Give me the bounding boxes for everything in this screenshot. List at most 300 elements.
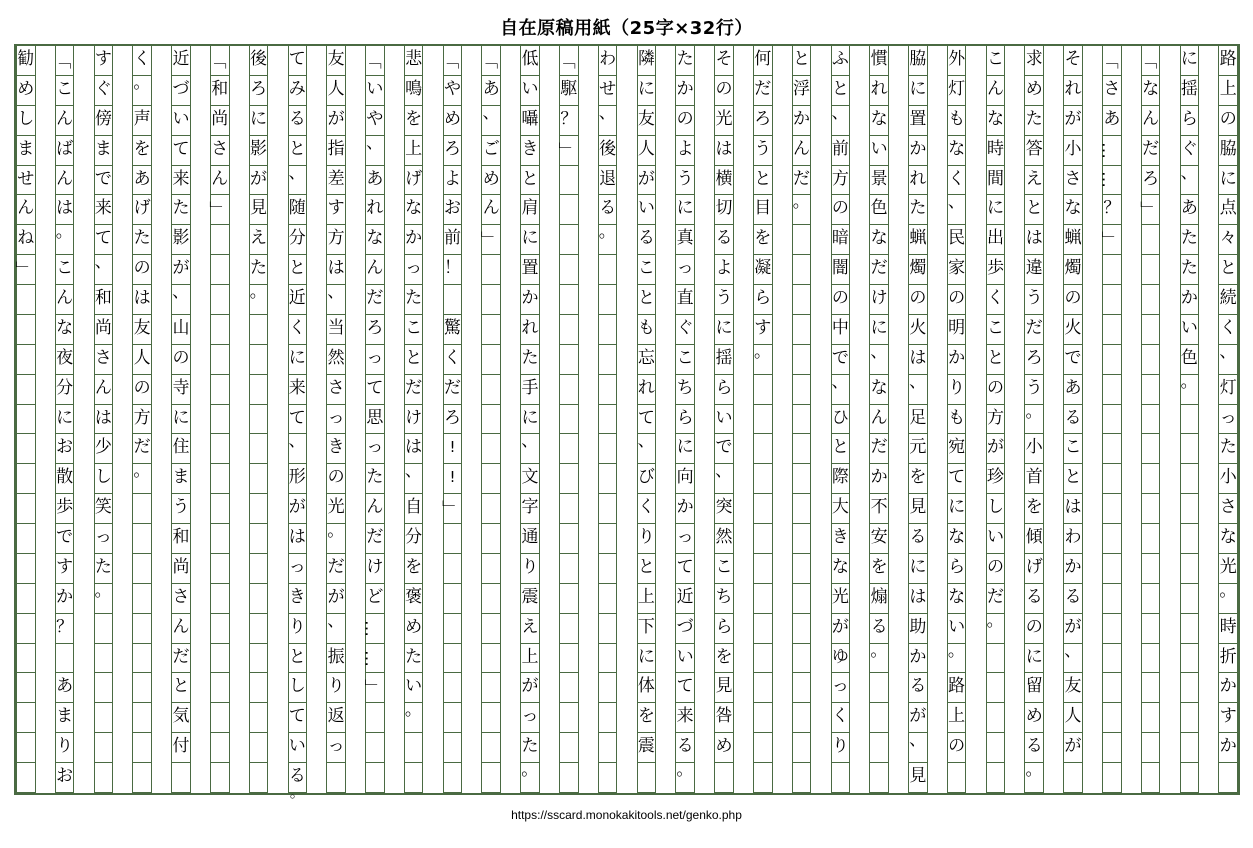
manuscript-cell: 前 [832, 136, 850, 166]
manuscript-cell [793, 524, 811, 554]
manuscript-cell: と [832, 434, 850, 464]
manuscript-cell [211, 434, 229, 464]
manuscript-cell: も [948, 405, 966, 435]
manuscript-cell [599, 644, 617, 674]
manuscript-cell: れ [638, 375, 656, 405]
manuscript-cell: げ [1025, 554, 1043, 584]
manuscript-cell: に [638, 76, 656, 106]
manuscript-cell: 忘 [638, 345, 656, 375]
manuscript-cell: 。 [95, 584, 113, 614]
manuscript-cell: が [987, 434, 1005, 464]
manuscript-cell: か [1064, 554, 1082, 584]
manuscript-cell [1103, 584, 1121, 614]
manuscript-cell [482, 703, 500, 733]
manuscript-cell [95, 614, 113, 644]
manuscript-cell: 安 [870, 524, 888, 554]
manuscript-cell: が [289, 494, 307, 524]
page-title: 自在原稿用紙（25字×32行） [500, 18, 753, 39]
manuscript-cell: に [676, 195, 694, 225]
manuscript-cell [1181, 614, 1199, 644]
manuscript-cell [1103, 763, 1121, 793]
manuscript-cell: だ [172, 644, 190, 674]
manuscript-cell: 人 [1064, 703, 1082, 733]
manuscript-cell: り [327, 673, 345, 703]
manuscript-cell: 大 [832, 494, 850, 524]
manuscript-cell: 自 [405, 494, 423, 524]
manuscript-cell [482, 644, 500, 674]
manuscript-cell: が [172, 255, 190, 285]
manuscript-cell: す [1219, 703, 1237, 733]
manuscript-cell: さ [211, 136, 229, 166]
manuscript-cell: が [521, 673, 539, 703]
manuscript-line [831, 46, 851, 793]
manuscript-cell: し [95, 464, 113, 494]
manuscript-cell: や [444, 76, 462, 106]
manuscript-cell [793, 285, 811, 315]
manuscript-cell: の [676, 106, 694, 136]
manuscript-cell: だ [133, 434, 151, 464]
manuscript-cell: た [1219, 434, 1237, 464]
manuscript-cell [1142, 225, 1160, 255]
manuscript-cell [17, 405, 35, 435]
manuscript-cell: 。 [250, 285, 268, 315]
manuscript-cell [1142, 405, 1160, 435]
manuscript-cell: と [405, 345, 423, 375]
manuscript-cell: 。 [676, 763, 694, 793]
manuscript-cell [793, 703, 811, 733]
manuscript-cell: 見 [909, 763, 927, 793]
manuscript-cell [754, 524, 772, 554]
manuscript-cell: 灯 [1219, 375, 1237, 405]
manuscript-cell: た [1181, 225, 1199, 255]
manuscript-cell: 燭 [909, 255, 927, 285]
manuscript-cell: た [676, 46, 694, 76]
manuscript-cell: め [405, 614, 423, 644]
manuscript-cell [1103, 375, 1121, 405]
manuscript-cell: 上 [638, 584, 656, 614]
manuscript-cell: の [327, 464, 345, 494]
manuscript-cell [250, 673, 268, 703]
manuscript-cell [1103, 644, 1121, 674]
manuscript-cell: れ [870, 76, 888, 106]
manuscript-cell: く [444, 345, 462, 375]
manuscript-cell [987, 733, 1005, 763]
manuscript-cell: 手 [521, 375, 539, 405]
manuscript-cell: る [1064, 584, 1082, 614]
manuscript-cell: に [1181, 46, 1199, 76]
manuscript-cell: ら [1181, 106, 1199, 136]
manuscript-cell [1142, 345, 1160, 375]
manuscript-cell [17, 644, 35, 674]
manuscript-cell: が [1064, 614, 1082, 644]
manuscript-cell: め [17, 76, 35, 106]
manuscript-cell [17, 703, 35, 733]
manuscript-cell: て [366, 375, 384, 405]
manuscript-cell [1142, 644, 1160, 674]
manuscript-cell: 方 [987, 405, 1005, 435]
manuscript-cell: 色 [1181, 345, 1199, 375]
manuscript-cell: 分 [56, 375, 74, 405]
manuscript-cell: ま [17, 136, 35, 166]
manuscript-cell: 点 [1219, 195, 1237, 225]
manuscript-cell [1181, 554, 1199, 584]
manuscript-cell: と [832, 76, 850, 106]
manuscript-cell: 、 [909, 733, 927, 763]
manuscript-cell [987, 644, 1005, 674]
manuscript-cell: ! [444, 434, 462, 464]
manuscript-cell: 方 [832, 166, 850, 196]
manuscript-cell [17, 434, 35, 464]
manuscript-cell: を [909, 464, 927, 494]
manuscript-cell [754, 405, 772, 435]
manuscript-cell: 通 [521, 524, 539, 554]
manuscript-cell: の [1064, 285, 1082, 315]
manuscript-cell: り [56, 733, 74, 763]
manuscript-cell: と [521, 166, 539, 196]
manuscript-cell [1142, 494, 1160, 524]
manuscript-cell: 「 [211, 46, 229, 76]
manuscript-cell: で [56, 524, 74, 554]
manuscript-cell: 答 [1025, 136, 1043, 166]
manuscript-cell: あ [56, 673, 74, 703]
manuscript-cell: に [676, 434, 694, 464]
manuscript-cell: め [1025, 703, 1043, 733]
manuscript-cell: 尚 [95, 315, 113, 345]
manuscript-cell: て [948, 464, 966, 494]
manuscript-cell [133, 554, 151, 584]
manuscript-cell [133, 644, 151, 674]
manuscript-cell: の [172, 345, 190, 375]
manuscript-cell: 来 [172, 166, 190, 196]
manuscript-cell [793, 345, 811, 375]
manuscript-cell: る [1064, 405, 1082, 435]
manuscript-cell: ん [870, 405, 888, 435]
manuscript-cell: 際 [832, 464, 850, 494]
manuscript-cell: て [638, 405, 656, 435]
manuscript-cell: ろ [444, 405, 462, 435]
manuscript-cell [405, 763, 423, 793]
manuscript-cell [444, 733, 462, 763]
manuscript-cell [754, 673, 772, 703]
manuscript-cell: 「 [366, 46, 384, 76]
manuscript-cell: ら [676, 405, 694, 435]
manuscript-cell: っ [405, 255, 423, 285]
manuscript-cell: っ [521, 703, 539, 733]
manuscript-cell [133, 584, 151, 614]
manuscript-cell: に [289, 345, 307, 375]
manuscript-cell [560, 405, 578, 435]
manuscript-cell: と [1025, 195, 1043, 225]
manuscript-cell: の [715, 76, 733, 106]
manuscript-cell: だ [405, 375, 423, 405]
manuscript-cell [482, 375, 500, 405]
manuscript-cell [1142, 285, 1160, 315]
manuscript-cell: あ [1064, 375, 1082, 405]
manuscript-cell: 囁 [521, 106, 539, 136]
manuscript-cell: た [133, 225, 151, 255]
manuscript-cell: 向 [676, 464, 694, 494]
manuscript-cell: は [327, 255, 345, 285]
manuscript-cell: し [987, 494, 1005, 524]
manuscript-cell [599, 315, 617, 345]
manuscript-cell: わ [599, 46, 617, 76]
manuscript-cell: た [521, 345, 539, 375]
manuscript-cell: を [405, 554, 423, 584]
manuscript-cell: に [715, 315, 733, 345]
manuscript-cell: く [987, 285, 1005, 315]
manuscript-cell: ん [56, 166, 74, 196]
manuscript-cell: ろ [250, 76, 268, 106]
manuscript-cell [172, 763, 190, 793]
manuscript-cell: ら [948, 554, 966, 584]
manuscript-cell: 、 [289, 434, 307, 464]
manuscript-cell [599, 405, 617, 435]
manuscript-cell: ろ [444, 136, 462, 166]
manuscript-line [360, 46, 385, 793]
manuscript-cell: 浮 [793, 76, 811, 106]
manuscript-cell: ね [17, 225, 35, 255]
manuscript-line [520, 46, 540, 793]
manuscript-cell: 置 [909, 106, 927, 136]
manuscript-cell [560, 166, 578, 196]
manuscript-cell: と [793, 46, 811, 76]
manuscript-cell: ふ [832, 46, 850, 76]
manuscript-cell: 上 [1219, 76, 1237, 106]
manuscript-cell: 路 [948, 673, 966, 703]
manuscript-cell: … [1103, 136, 1121, 166]
manuscript-cell [715, 763, 733, 793]
manuscript-cell: か [405, 225, 423, 255]
manuscript-cell: 、 [172, 285, 190, 315]
manuscript-cell: 分 [405, 524, 423, 554]
manuscript-cell: さ [1103, 76, 1121, 106]
manuscript-cell [793, 554, 811, 584]
manuscript-cell: い [172, 106, 190, 136]
manuscript-cell: 、 [521, 434, 539, 464]
manuscript-cell [1142, 464, 1160, 494]
manuscript-cell [599, 733, 617, 763]
manuscript-cell [95, 733, 113, 763]
manuscript-line [792, 46, 812, 793]
manuscript-cell: 勧 [17, 46, 35, 76]
manuscript-cell: 、 [289, 166, 307, 196]
manuscript-cell: の [832, 285, 850, 315]
manuscript-cell: な [870, 375, 888, 405]
manuscript-cell: が [909, 703, 927, 733]
manuscript-cell [638, 763, 656, 793]
manuscript-cell: 直 [676, 285, 694, 315]
manuscript-cell: ん [172, 614, 190, 644]
manuscript-cell: 闇 [832, 255, 850, 285]
manuscript-cell: い [1181, 315, 1199, 345]
manuscript-cell [211, 584, 229, 614]
manuscript-cell: こ [676, 345, 694, 375]
manuscript-cell: な [366, 225, 384, 255]
manuscript-cell: 字 [521, 494, 539, 524]
manuscript-cell [1103, 703, 1121, 733]
manuscript-cell [754, 494, 772, 524]
manuscript-cell [870, 733, 888, 763]
manuscript-cell: 何 [754, 46, 772, 76]
manuscript-cell: 横 [715, 166, 733, 196]
manuscript-cell [17, 614, 35, 644]
manuscript-cell [793, 644, 811, 674]
manuscript-line [1136, 46, 1161, 793]
manuscript-line [554, 46, 579, 793]
manuscript-cell: 首 [1025, 464, 1043, 494]
manuscript-cell [250, 733, 268, 763]
manuscript-cell [793, 584, 811, 614]
manuscript-cell: か [909, 644, 927, 674]
manuscript-cell: ば [56, 136, 74, 166]
manuscript-cell: 。 [870, 644, 888, 674]
manuscript-cell: 「 [482, 46, 500, 76]
manuscript-cell [1103, 464, 1121, 494]
manuscript-cell: 形 [289, 464, 307, 494]
manuscript-cell: と [289, 255, 307, 285]
manuscript-cell: っ [366, 434, 384, 464]
manuscript-cell: い [405, 673, 423, 703]
manuscript-cell [444, 584, 462, 614]
manuscript-cell: た [366, 464, 384, 494]
manuscript-cell [754, 464, 772, 494]
manuscript-line [438, 46, 463, 793]
manuscript-cell: れ [909, 166, 927, 196]
manuscript-cell [444, 703, 462, 733]
manuscript-cell: み [289, 76, 307, 106]
manuscript-cell: く [832, 703, 850, 733]
manuscript-cell [211, 763, 229, 793]
manuscript-cell [482, 285, 500, 315]
manuscript-cell: 随 [289, 195, 307, 225]
manuscript-cell: る [870, 614, 888, 644]
manuscript-cell [133, 614, 151, 644]
manuscript-cell: 後 [250, 46, 268, 76]
manuscript-cell: 散 [56, 464, 74, 494]
manuscript-cell [482, 733, 500, 763]
manuscript-cell: う [715, 285, 733, 315]
manuscript-cell [211, 524, 229, 554]
manuscript-cell [560, 285, 578, 315]
manuscript-cell: ま [172, 464, 190, 494]
manuscript-cell: 火 [909, 315, 927, 345]
manuscript-line [986, 46, 1006, 793]
manuscript-cell: い [289, 733, 307, 763]
manuscript-cell [1103, 733, 1121, 763]
manuscript-cell: 、 [95, 255, 113, 285]
manuscript-cell [987, 763, 1005, 793]
manuscript-cell: わ [1064, 524, 1082, 554]
manuscript-cell: い [638, 195, 656, 225]
manuscript-cell: の [1219, 106, 1237, 136]
manuscript-cell: 揺 [715, 345, 733, 375]
manuscript-cell [211, 494, 229, 524]
manuscript-cell [1103, 285, 1121, 315]
manuscript-cell: う [1025, 375, 1043, 405]
manuscript-cell: 光 [832, 584, 850, 614]
manuscript-cell: 、 [1219, 345, 1237, 375]
manuscript-cell: か [521, 285, 539, 315]
manuscript-cell [599, 584, 617, 614]
manuscript-cell: し [17, 106, 35, 136]
manuscript-cell [870, 673, 888, 703]
manuscript-cell: こ [405, 315, 423, 345]
manuscript-cell: 時 [1219, 614, 1237, 644]
manuscript-cell: と [638, 554, 656, 584]
manuscript-cell: 「 [560, 46, 578, 76]
manuscript-cell [444, 644, 462, 674]
manuscript-cell: 上 [948, 703, 966, 733]
manuscript-line [205, 46, 230, 793]
manuscript-line [908, 46, 928, 793]
manuscript-line [477, 46, 501, 793]
manuscript-cell: た [1025, 106, 1043, 136]
manuscript-cell: 体 [638, 673, 656, 703]
manuscript-cell [793, 405, 811, 435]
manuscript-cell: 肩 [521, 195, 539, 225]
manuscript-cell: っ [1219, 405, 1237, 435]
manuscript-cell [17, 285, 35, 315]
manuscript-cell: 震 [638, 733, 656, 763]
manuscript-cell: よ [444, 166, 462, 196]
manuscript-cell [560, 584, 578, 614]
manuscript-cell: な [948, 524, 966, 554]
manuscript-cell: 上 [521, 644, 539, 674]
manuscript-cell: 珍 [987, 464, 1005, 494]
manuscript-cell [327, 763, 345, 793]
manuscript-cell: 、 [638, 434, 656, 464]
manuscript-cell: と [1219, 255, 1237, 285]
manuscript-cell [560, 345, 578, 375]
manuscript-cell: 人 [638, 136, 656, 166]
manuscript-cell [444, 614, 462, 644]
manuscript-cell: に [56, 405, 74, 435]
manuscript-cell [560, 524, 578, 554]
manuscript-cell: ら [754, 285, 772, 315]
manuscript-cell: る [715, 225, 733, 255]
manuscript-cell: な [1064, 195, 1082, 225]
manuscript-cell [754, 644, 772, 674]
manuscript-cell [17, 464, 35, 494]
manuscript-cell: だ [327, 554, 345, 584]
manuscript-cell: に [521, 225, 539, 255]
manuscript-cell: り [832, 733, 850, 763]
manuscript-cell [444, 554, 462, 584]
manuscript-cell: こ [56, 255, 74, 285]
manuscript-cell: ん [366, 255, 384, 285]
manuscript-cell: 友 [638, 106, 656, 136]
manuscript-cell [1103, 614, 1121, 644]
manuscript-cell [754, 375, 772, 405]
manuscript-cell: ひ [832, 405, 850, 435]
manuscript-cell: 。 [948, 644, 966, 674]
manuscript-cell: さ [1064, 166, 1082, 196]
manuscript-cell: 家 [948, 255, 966, 285]
manuscript-cell: な [1142, 76, 1160, 106]
manuscript-cell: 人 [133, 345, 151, 375]
manuscript-cell [560, 225, 578, 255]
manuscript-cell [560, 255, 578, 285]
manuscript-cell: る [289, 106, 307, 136]
manuscript-cell: 真 [676, 225, 694, 255]
manuscript-cell [250, 763, 268, 793]
manuscript-cell [1103, 673, 1121, 703]
manuscript-cell: か [948, 345, 966, 375]
manuscript-cell: を [405, 106, 423, 136]
manuscript-cell: づ [676, 614, 694, 644]
manuscript-cell: 脇 [909, 46, 927, 76]
manuscript-cell [1103, 434, 1121, 464]
